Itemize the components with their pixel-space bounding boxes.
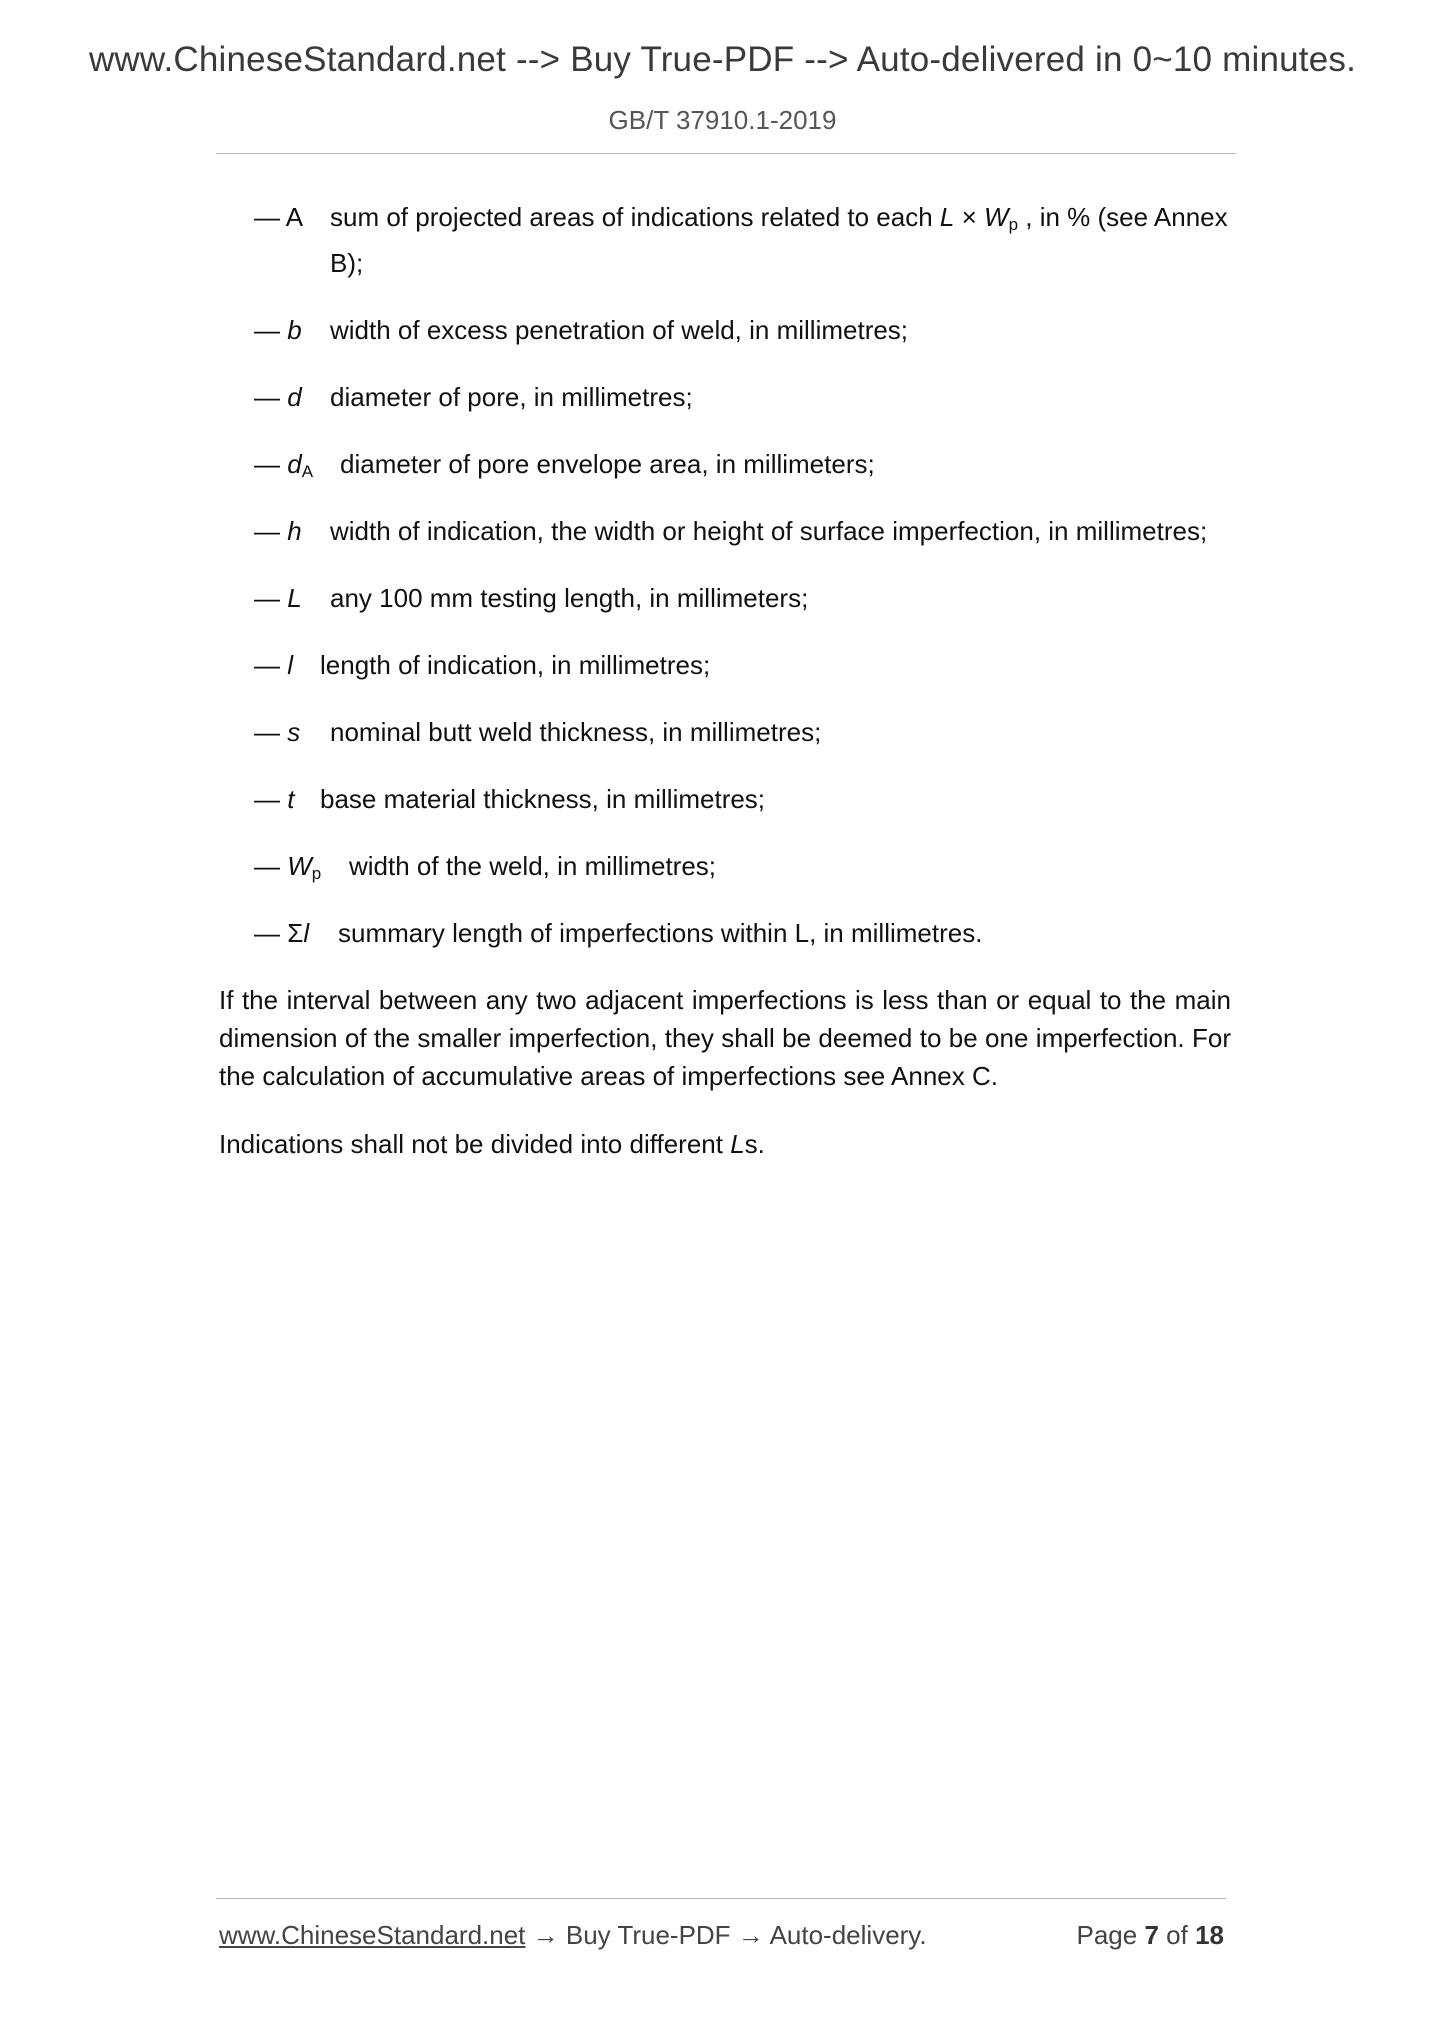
footer-link[interactable]: www.ChineseStandard.net: [219, 1920, 526, 1950]
definition-term: — A: [254, 202, 304, 232]
definition-text: base material thickness, in millimetres;: [320, 784, 766, 814]
definition-text: diameter of pore envelope area, in millimeters;: [340, 449, 875, 479]
footer-text: www.ChineseStandard.net → Buy True-PDF → Auto-delivery.: [219, 1920, 927, 1950]
definition-Wp: [219, 847, 1231, 885]
definition-h: [219, 512, 1231, 550]
definition-text: sum of projected areas of indications related to each $L \times W_p$ , in % (see Annex B);: [330, 202, 1228, 278]
definition-text: any 100 mm testing length, in millimeters;: [330, 583, 809, 613]
definition-term: — L: [254, 583, 302, 613]
header-divider: [216, 153, 1236, 154]
definition-dA: [219, 445, 1231, 483]
definition-s: [219, 713, 1231, 751]
definition-b: [219, 311, 1231, 349]
definition-term: — b: [254, 315, 302, 345]
definition-text: nominal butt weld thickness, in millimetres;: [330, 717, 822, 747]
definition-text: width of the weld, in millimetres;: [349, 851, 717, 881]
body-paragraph: If the interval between any two adjacent imperfections is less than or equal to the main dimension of the smaller imperfection, they shall be deemed to be one imperfection. For the calculation of accumulative areas of imperfections see Annex C.: [219, 985, 1231, 1091]
definition-A: [219, 198, 1231, 282]
definition-term: — $W_p$: [254, 851, 322, 883]
definition-term: — h: [254, 516, 302, 546]
definition-term: — s: [254, 717, 301, 747]
definition-term: — $d_A$: [254, 449, 314, 481]
definition-term: — Σl: [254, 918, 310, 948]
definition-sum-l: [219, 914, 1231, 952]
body-paragraph: Indications shall not be divided into different Ls.: [219, 1129, 765, 1159]
page-content: [219, 198, 1231, 1193]
definition-d: [219, 378, 1231, 416]
definition-term: — d: [254, 382, 302, 412]
definition-term: — t: [254, 784, 295, 814]
definition-text: width of excess penetration of weld, in millimetres;: [330, 315, 909, 345]
footer-divider: [216, 1898, 1226, 1899]
definition-text: summary length of imperfections within L, in millimetres.: [338, 918, 983, 948]
definition-t: [219, 780, 1231, 818]
page-number: Page 7 of 18: [1076, 1920, 1224, 1950]
definition-l: [219, 646, 1231, 684]
definition-text: width of indication, the width or height of surface imperfection, in millimetres;: [330, 516, 1208, 546]
definition-term: — l: [254, 650, 294, 680]
definition-L: [219, 579, 1231, 617]
definition-text: diameter of pore, in millimetres;: [330, 382, 693, 412]
document-id: GB/T 37910.1-2019: [608, 105, 837, 135]
definition-text: length of indication, in millimetres;: [320, 650, 711, 680]
header-banner: www.ChineseStandard.net --> Buy True-PDF --> Auto-delivered in 0~10 minutes.: [88, 40, 1357, 79]
